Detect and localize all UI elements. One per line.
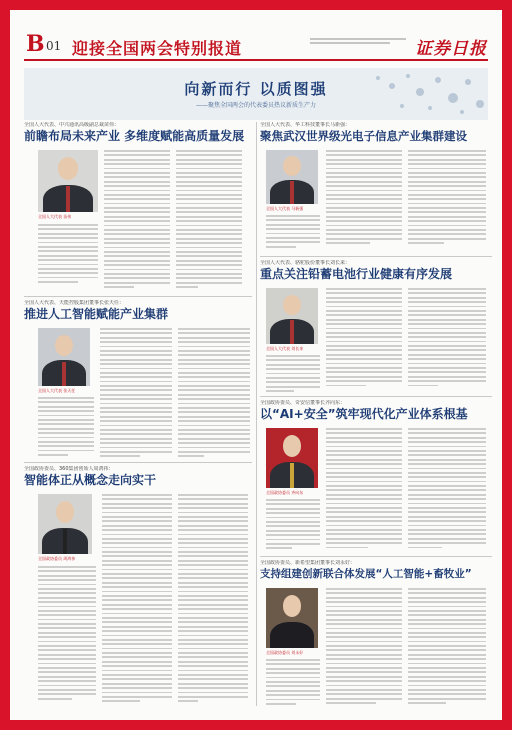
section-divider <box>24 462 252 463</box>
photo-caption: 全国政协委员 周鸿祎 <box>38 556 76 561</box>
body-text <box>408 288 486 389</box>
article-ma-xinqiang <box>260 122 492 254</box>
body-text <box>38 566 96 702</box>
article-headline: 推进人工智能赋能产业集群 <box>24 307 169 321</box>
body-text <box>38 397 94 458</box>
page-number: 01 <box>46 39 62 53</box>
portrait-photo <box>266 588 318 648</box>
article-kicker: 全国人大代表、天能控股集团董事长张天任： <box>24 300 125 306</box>
section-divider <box>260 396 492 397</box>
article-kicker: 全国政协委员、新希望集团董事长刘永好： <box>260 560 356 566</box>
body-text <box>266 499 320 552</box>
body-text <box>326 288 402 389</box>
portrait-photo <box>38 328 90 386</box>
feature-banner <box>24 68 488 120</box>
body-text <box>408 428 486 551</box>
article-kicker: 全国人大代表、中兴通讯高级副总裁苗伟： <box>24 122 120 128</box>
column-separator <box>256 122 257 706</box>
body-text <box>176 150 242 291</box>
newspaper-page <box>10 10 502 720</box>
article-headline: 前瞻布局未来产业 多维度赋能高质量发展 <box>24 129 245 143</box>
section-title: 迎接全国两会特别报道 <box>72 39 243 58</box>
portrait-photo <box>266 428 318 488</box>
article-qi-xiangdong <box>260 400 492 554</box>
article-headline: 重点关注铅蓄电池行业健康有序发展 <box>260 267 453 281</box>
article-liu-yonghao <box>260 560 492 706</box>
body-text <box>102 494 172 705</box>
newspaper-logo: 证券日报 <box>415 39 487 59</box>
body-text <box>100 328 172 460</box>
photo-caption: 全国人大代表 马新强 <box>266 206 304 211</box>
masthead <box>10 10 502 60</box>
body-text <box>326 150 402 247</box>
body-text <box>266 355 320 394</box>
masthead-rule <box>24 59 488 61</box>
article-liu-changlai <box>260 260 492 394</box>
photo-caption: 全国人大代表 苗伟 <box>38 214 72 219</box>
section-divider <box>24 296 252 297</box>
article-headline: 智能体正从概念走向实干 <box>24 473 157 487</box>
banner-title: 向新而行 以质图强 <box>184 80 328 98</box>
portrait-photo <box>266 150 318 204</box>
photo-caption: 全国人大代表 张天任 <box>38 388 76 393</box>
body-text <box>408 150 486 247</box>
body-text <box>326 588 402 706</box>
body-text <box>178 494 248 705</box>
body-text <box>178 328 250 460</box>
body-text <box>38 224 98 285</box>
section-divider <box>260 556 492 557</box>
article-headline: 支持组建创新联合体发展“人工智能+畜牧业” <box>260 568 472 580</box>
body-text <box>408 588 486 706</box>
portrait-photo <box>38 150 98 212</box>
article-kicker: 全国政协委员、360集团创始人周鸿祎： <box>24 466 114 472</box>
masthead-meta-lines <box>310 38 408 47</box>
article-zhou-hongyi <box>24 466 252 706</box>
body-text <box>266 215 320 250</box>
article-kicker: 全国人大代表、华工科技董事长马新强： <box>260 122 351 128</box>
photo-caption: 全国政协委员 齐向东 <box>266 490 304 495</box>
portrait-photo <box>38 494 92 554</box>
section-divider <box>260 256 492 257</box>
article-kicker: 全国政协委员、奇安信董事长齐向东： <box>260 400 346 406</box>
article-kicker: 全国人大代表、骆驼股份董事长刘长来： <box>260 260 351 266</box>
article-zhang-tianren <box>24 300 252 460</box>
body-text <box>104 150 170 291</box>
photo-caption: 全国人大代表 刘长来 <box>266 346 304 351</box>
page-letter: B <box>26 31 45 57</box>
photo-caption: 全国政协委员 刘永好 <box>266 650 304 655</box>
portrait-photo <box>266 288 318 344</box>
banner-subtitle: ——聚焦全国两会的代表委员热议新质生产力 <box>195 102 316 109</box>
body-text <box>266 659 320 706</box>
body-text <box>326 428 402 551</box>
article-headline: 聚焦武汉世界级光电子信息产业集群建设 <box>260 129 467 143</box>
article-miao-wei <box>24 122 252 294</box>
article-headline: 以“AI+安全”筑牢现代化产业体系根基 <box>260 407 468 421</box>
